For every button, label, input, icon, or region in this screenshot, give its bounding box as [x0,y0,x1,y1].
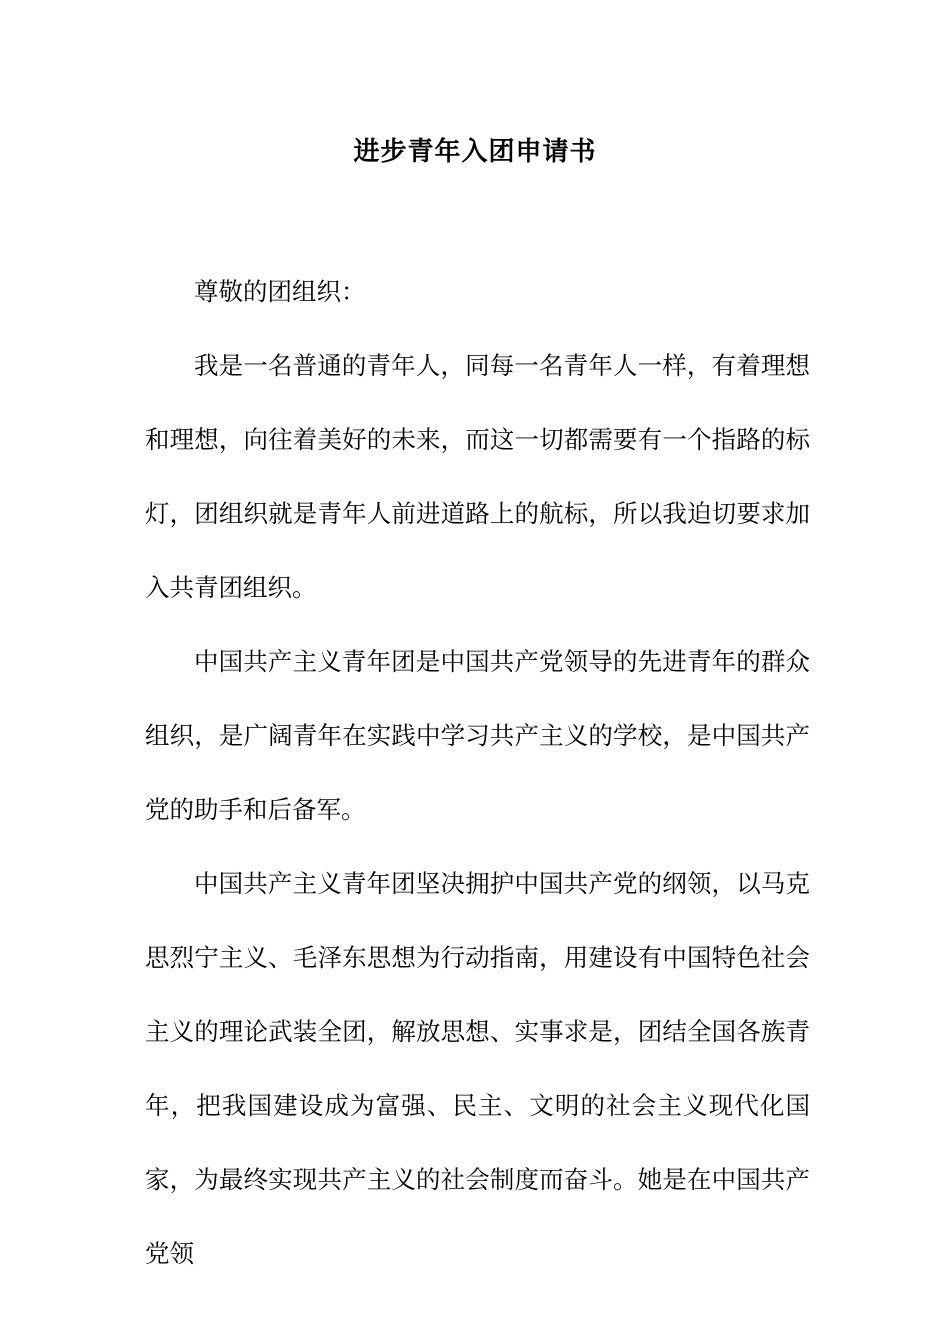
salutation: 尊敬的团组织： [194,277,366,306]
document-title: 进步青年入团申请书 [353,137,597,167]
document-body [145,255,810,1291]
paragraph-3: 中国共产主义青年团坚决拥护中国共产党的纲领，以马克思烈宁主义、毛泽东思想为行动指南，用建设有中国特色社会主义的理论武装全团，解放思想、实事求是，团结全国各族青年，把我国建设成为富强、民主、文明的社会主义现代化国家，为最终实现共产主义的社会制度而奋斗。她是在中国共产党领 [145,869,810,1268]
paragraph-2: 中国共产主义青年团是中国共产党领导的先进青年的群众组织，是广阔青年在实践中学习共产主义的学校，是中国共产党的助手和后备军。 [145,647,810,824]
paragraph-1: 我是一名普通的青年人，同每一名青年人一样，有着理想和理想，向往着美好的未来，而这一切都需要有一个指路的标灯，团组织就是青年人前进道路上的航标，所以我迫切要求加入共青团组织。 [145,351,810,602]
